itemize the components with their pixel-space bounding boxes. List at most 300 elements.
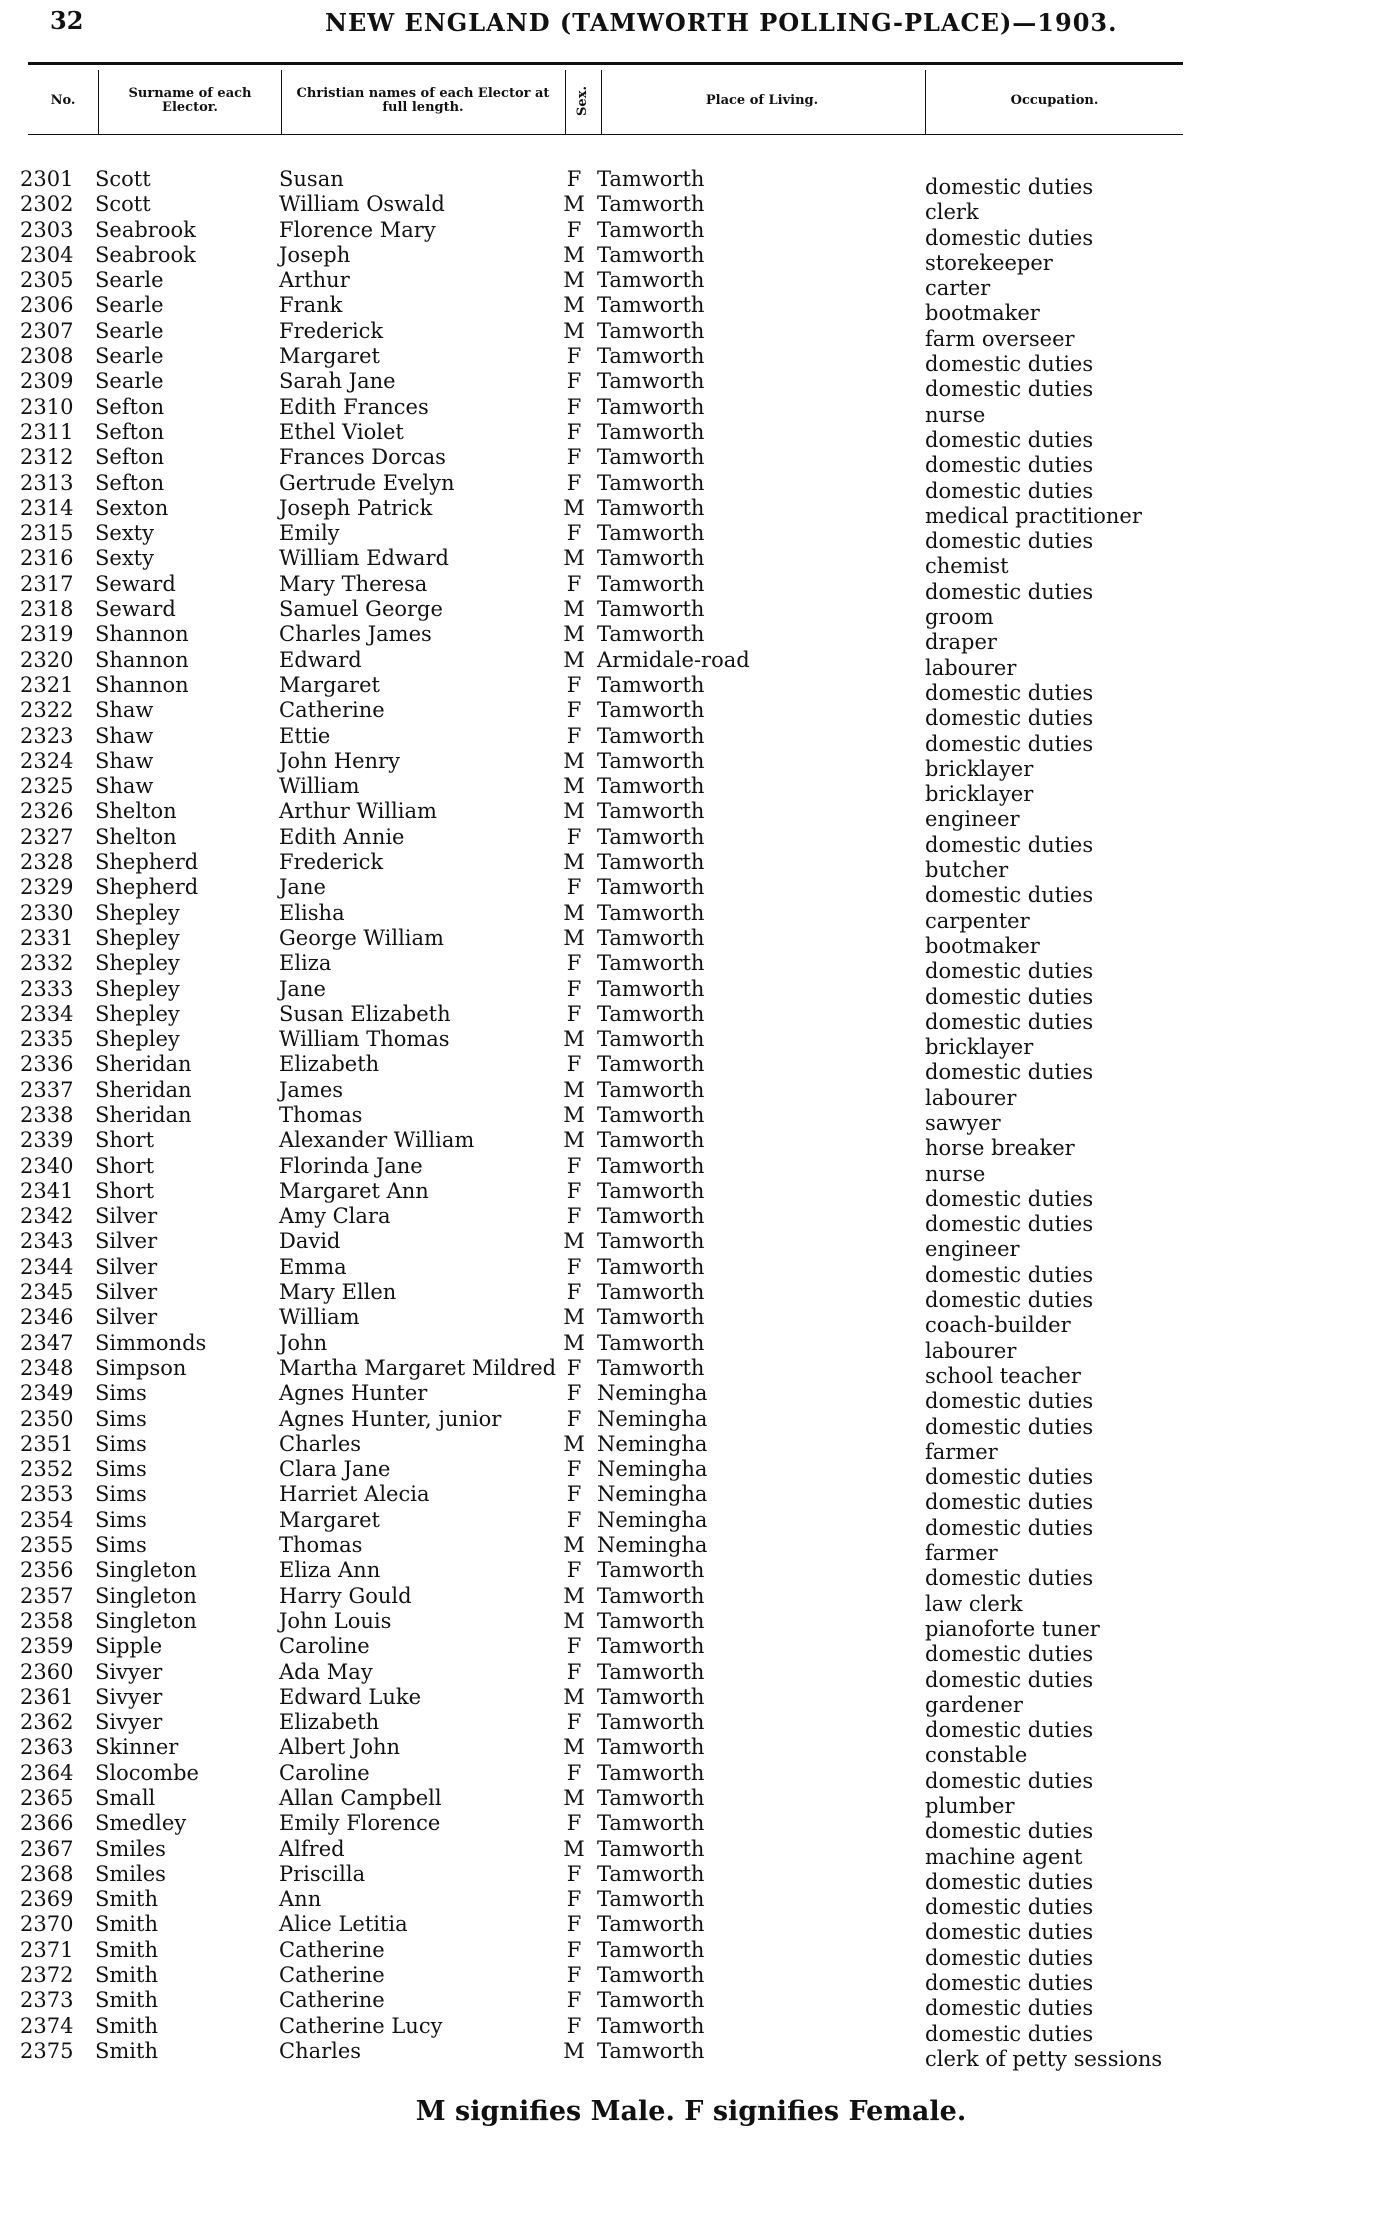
elector-number: 2302 <box>20 192 74 217</box>
elector-occupation: domestic duties <box>925 680 1094 705</box>
elector-occupation: domestic duties <box>925 352 1094 377</box>
elector-number: 2352 <box>20 1457 74 1482</box>
elector-number: 2331 <box>20 925 74 950</box>
elector-surname: Shelton <box>95 824 177 849</box>
elector-christian-names: Edith Annie <box>279 824 405 849</box>
elector-number: 2309 <box>20 369 74 394</box>
elector-sex: F <box>566 1355 582 1380</box>
elector-surname: Smedley <box>95 1811 187 1836</box>
elector-number: 2303 <box>20 217 74 242</box>
elector-sex: F <box>566 1178 582 1203</box>
elector-surname: Smiles <box>95 1861 166 1886</box>
elector-surname: Smiles <box>95 1836 166 1861</box>
elector-sex: M <box>563 2038 585 2063</box>
elector-number: 2361 <box>20 1684 74 1709</box>
elector-place: Tamworth <box>597 1735 705 1760</box>
elector-christian-names: Charles <box>279 1431 362 1456</box>
table-row <box>0 1381 1382 1414</box>
elector-christian-names: Edith Frances <box>279 394 429 419</box>
elector-surname: Sims <box>95 1406 147 1431</box>
column-header-christian: Christian names of each Elector at full length. <box>296 86 550 115</box>
elector-surname: Sefton <box>95 470 165 495</box>
elector-christian-names: Emily <box>279 521 340 546</box>
elector-sex: F <box>566 217 582 242</box>
elector-surname: Short <box>95 1128 155 1153</box>
elector-occupation: bricklayer <box>925 782 1034 807</box>
table-row <box>0 1533 1382 1566</box>
table-row <box>0 167 1382 199</box>
elector-christian-names: Charles James <box>279 622 432 647</box>
elector-sex: F <box>566 1482 582 1507</box>
elector-christian-names: Margaret Ann <box>279 1178 429 1203</box>
elector-number: 2368 <box>20 1861 74 1886</box>
elector-surname: Seabrook <box>95 242 196 267</box>
elector-place: Tamworth <box>597 1684 705 1709</box>
elector-christian-names: Albert John <box>279 1735 401 1760</box>
elector-number: 2371 <box>20 1937 74 1962</box>
elector-occupation: domestic duties <box>925 1212 1094 1237</box>
elector-sex: F <box>566 1204 582 1229</box>
elector-surname: Shepley <box>95 1027 180 1052</box>
elector-place: Tamworth <box>597 1153 705 1178</box>
elector-place: Tamworth <box>597 419 705 444</box>
elector-occupation: domestic duties <box>925 1996 1094 2021</box>
elector-occupation: domestic duties <box>925 478 1094 503</box>
table-row <box>0 1735 1382 1768</box>
elector-christian-names: Susan <box>279 167 344 191</box>
table-row <box>0 1937 1382 1970</box>
elector-sex: M <box>563 1330 585 1355</box>
elector-number: 2337 <box>20 1077 74 1102</box>
elector-surname: Sefton <box>95 394 165 419</box>
elector-place: Tamworth <box>597 571 705 596</box>
elector-sex: F <box>566 1153 582 1178</box>
table-row <box>0 1659 1382 1692</box>
table-row <box>0 672 1382 705</box>
elector-occupation: bricklayer <box>925 1035 1034 1060</box>
table-row <box>0 875 1382 908</box>
table-row <box>0 293 1382 326</box>
elector-place: Tamworth <box>597 1937 705 1962</box>
column-header-surname: Surname of each Elector. <box>128 86 252 115</box>
elector-christian-names: Samuel George <box>279 597 443 622</box>
elector-place: Tamworth <box>597 1786 705 1810</box>
elector-number: 2340 <box>20 1153 74 1178</box>
elector-sex: M <box>563 597 585 622</box>
elector-occupation: domestic duties <box>925 175 1094 199</box>
elector-place: Tamworth <box>597 1836 705 1861</box>
elector-place: Tamworth <box>597 748 705 773</box>
table-row <box>0 1204 1382 1237</box>
elector-christian-names: William <box>279 1305 360 1330</box>
elector-sex: F <box>566 976 582 1001</box>
elector-surname: Sefton <box>95 445 165 470</box>
elector-christian-names: Gertrude Evelyn <box>279 470 455 495</box>
elector-sex: F <box>566 1811 582 1836</box>
elector-sex: M <box>563 192 585 217</box>
elector-sex: F <box>566 698 582 723</box>
elector-number: 2366 <box>20 1811 74 1836</box>
elector-occupation: domestic duties <box>925 883 1094 908</box>
table-row <box>0 1457 1382 1490</box>
elector-place: Tamworth <box>597 2038 705 2063</box>
elector-place: Tamworth <box>597 597 705 622</box>
elector-surname: Shepley <box>95 925 180 950</box>
elector-sex: M <box>563 1431 585 1456</box>
table-row <box>0 1330 1382 1363</box>
elector-christian-names: William Oswald <box>279 192 445 217</box>
elector-surname: Shaw <box>95 774 154 799</box>
elector-christian-names: George William <box>279 925 444 950</box>
column-header-sex <box>566 70 600 132</box>
elector-surname: Shannon <box>95 622 189 647</box>
elector-number: 2311 <box>20 419 74 444</box>
sex-header-label: Sex. <box>575 86 590 116</box>
elector-christian-names: Thomas <box>279 1533 363 1558</box>
elector-christian-names: Eliza Ann <box>279 1558 381 1583</box>
elector-surname: Sivyer <box>95 1684 163 1709</box>
elector-surname: Sheridan <box>95 1102 192 1127</box>
elector-sex: M <box>563 900 585 925</box>
elector-place: Tamworth <box>597 1760 705 1785</box>
elector-occupation: domestic duties <box>925 1262 1094 1287</box>
elector-place: Tamworth <box>597 1330 705 1355</box>
elector-place: Tamworth <box>597 1355 705 1380</box>
table-row <box>0 1431 1382 1464</box>
elector-christian-names: Catherine Lucy <box>279 2013 443 2038</box>
elector-sex: F <box>566 394 582 419</box>
elector-occupation: groom <box>925 605 994 630</box>
elector-occupation: carter <box>925 276 991 301</box>
table-row <box>0 1760 1382 1793</box>
elector-place: Tamworth <box>597 1128 705 1153</box>
table-row <box>0 850 1382 883</box>
elector-surname: Silver <box>95 1305 158 1330</box>
elector-number: 2324 <box>20 748 74 773</box>
table-row <box>0 1963 1382 1996</box>
elector-occupation: domestic duties <box>925 706 1094 731</box>
table-row <box>0 1254 1382 1287</box>
elector-number: 2350 <box>20 1406 74 1431</box>
elector-occupation: domestic duties <box>925 1971 1094 1996</box>
elector-place: Tamworth <box>597 951 705 976</box>
elector-sex: M <box>563 1229 585 1254</box>
elector-sex: F <box>566 419 582 444</box>
elector-sex: F <box>566 167 582 191</box>
elector-occupation: domestic duties <box>925 453 1094 478</box>
elector-number: 2370 <box>20 1912 74 1937</box>
elector-christian-names: Emma <box>279 1254 347 1279</box>
table-row <box>0 217 1382 250</box>
elector-number: 2342 <box>20 1204 74 1229</box>
table-row <box>0 1710 1382 1743</box>
table-row <box>0 1887 1382 1920</box>
elector-christian-names: Alfred <box>279 1836 345 1861</box>
elector-occupation: school teacher <box>925 1363 1081 1388</box>
elector-surname: Searle <box>95 344 164 369</box>
table-row <box>0 445 1382 478</box>
elector-place: Tamworth <box>597 495 705 520</box>
elector-number: 2356 <box>20 1558 74 1583</box>
elector-place: Tamworth <box>597 1887 705 1912</box>
table-row <box>0 394 1382 427</box>
table-row <box>0 1406 1382 1439</box>
elector-place: Nemingha <box>597 1457 708 1482</box>
elector-surname: Silver <box>95 1254 158 1279</box>
elector-sex: M <box>563 318 585 343</box>
elector-place: Tamworth <box>597 167 705 191</box>
elector-christian-names: Allan Campbell <box>279 1786 442 1810</box>
elector-number: 2329 <box>20 875 74 900</box>
elector-occupation: medical practitioner <box>925 503 1142 528</box>
elector-number: 2318 <box>20 597 74 622</box>
elector-christian-names: Amy Clara <box>279 1204 391 1229</box>
elector-number: 2306 <box>20 293 74 318</box>
elector-number: 2363 <box>20 1735 74 1760</box>
elector-christian-names: Catherine <box>279 1988 385 2013</box>
elector-place: Tamworth <box>597 698 705 723</box>
elector-surname: Shaw <box>95 698 154 723</box>
elector-christian-names: Margaret <box>279 1507 380 1532</box>
elector-number: 2304 <box>20 242 74 267</box>
elector-place: Tamworth <box>597 1052 705 1077</box>
elector-surname: Slocombe <box>95 1760 199 1785</box>
elector-surname: Shannon <box>95 647 189 672</box>
elector-place: Tamworth <box>597 1178 705 1203</box>
elector-place: Tamworth <box>597 445 705 470</box>
elector-sex: M <box>563 1684 585 1709</box>
elector-occupation: carpenter <box>925 908 1030 933</box>
elector-sex: F <box>566 1887 582 1912</box>
elector-christian-names: Frederick <box>279 850 384 875</box>
elector-surname: Sivyer <box>95 1710 163 1735</box>
elector-occupation: nurse <box>925 402 986 427</box>
elector-christian-names: Agnes Hunter, junior <box>279 1406 502 1431</box>
elector-surname: Seward <box>95 597 176 622</box>
elector-number: 2301 <box>20 167 74 191</box>
elector-sex: M <box>563 495 585 520</box>
elector-occupation: bootmaker <box>925 933 1040 958</box>
elector-christian-names: Caroline <box>279 1760 370 1785</box>
elector-place: Tamworth <box>597 293 705 318</box>
elector-place: Tamworth <box>597 875 705 900</box>
elector-christian-names: Elizabeth <box>279 1710 380 1735</box>
elector-surname: Shepherd <box>95 850 199 875</box>
elector-place: Tamworth <box>597 1710 705 1735</box>
elector-occupation: domestic duties <box>925 427 1094 452</box>
elector-sex: M <box>563 1836 585 1861</box>
elector-sex: F <box>566 1558 582 1583</box>
elector-number: 2347 <box>20 1330 74 1355</box>
table-row <box>0 1684 1382 1717</box>
header-rule <box>28 62 1183 65</box>
elector-number: 2358 <box>20 1608 74 1633</box>
elector-occupation: domestic duties <box>925 731 1094 756</box>
elector-christian-names: Margaret <box>279 344 380 369</box>
elector-surname: Searle <box>95 318 164 343</box>
elector-surname: Sivyer <box>95 1659 163 1684</box>
elector-occupation: domestic duties <box>925 1768 1094 1793</box>
elector-occupation: domestic duties <box>925 1060 1094 1085</box>
table-row <box>0 1912 1382 1945</box>
elector-christian-names: Priscilla <box>279 1861 366 1886</box>
elector-christian-names: Alexander William <box>279 1128 475 1153</box>
elector-christian-names: Elizabeth <box>279 1052 380 1077</box>
elector-place: Tamworth <box>597 1204 705 1229</box>
elector-surname: Silver <box>95 1280 158 1305</box>
elector-place: Tamworth <box>597 1254 705 1279</box>
elector-surname: Small <box>95 1786 156 1810</box>
elector-place: Tamworth <box>597 850 705 875</box>
elector-number: 2320 <box>20 647 74 672</box>
elector-number: 2364 <box>20 1760 74 1785</box>
elector-sex: F <box>566 1381 582 1406</box>
elector-number: 2326 <box>20 799 74 824</box>
elector-christian-names: Catherine <box>279 1963 385 1988</box>
elector-number: 2374 <box>20 2013 74 2038</box>
elector-sex: M <box>563 546 585 571</box>
elector-occupation: domestic duties <box>925 2021 1094 2046</box>
table-row <box>0 2038 1382 2071</box>
column-divider <box>98 70 99 134</box>
elector-place: Tamworth <box>597 1963 705 1988</box>
table-row <box>0 1027 1382 1060</box>
elector-sex: F <box>566 1988 582 2013</box>
elector-place: Tamworth <box>597 268 705 293</box>
elector-christian-names: Thomas <box>279 1102 363 1127</box>
table-row <box>0 1482 1382 1515</box>
elector-place: Tamworth <box>597 470 705 495</box>
elector-christian-names: Ethel Violet <box>279 419 404 444</box>
elector-christian-names: Emily Florence <box>279 1811 441 1836</box>
header-bottom-rule <box>28 134 1183 135</box>
elector-place: Tamworth <box>597 799 705 824</box>
elector-occupation: domestic duties <box>925 1009 1094 1034</box>
elector-occupation: domestic duties <box>925 1566 1094 1591</box>
elector-christian-names: Catherine <box>279 698 385 723</box>
table-row <box>0 571 1382 604</box>
elector-occupation: engineer <box>925 807 1020 832</box>
table-row <box>0 344 1382 377</box>
elector-surname: Shaw <box>95 723 154 748</box>
elector-christian-names: Frederick <box>279 318 384 343</box>
elector-sex: F <box>566 1861 582 1886</box>
table-row <box>0 1608 1382 1641</box>
elector-surname: Short <box>95 1178 155 1203</box>
elector-occupation: plumber <box>925 1794 1015 1818</box>
elector-sex: M <box>563 1735 585 1760</box>
elector-occupation: domestic duties <box>925 529 1094 554</box>
elector-christian-names: Arthur <box>279 268 350 293</box>
elector-surname: Sims <box>95 1482 147 1507</box>
elector-place: Tamworth <box>597 1027 705 1052</box>
elector-occupation: horse breaker <box>925 1136 1075 1161</box>
elector-christian-names: William Thomas <box>279 1027 450 1052</box>
elector-sex: M <box>563 850 585 875</box>
elector-place: Tamworth <box>597 1583 705 1608</box>
elector-surname: Simpson <box>95 1355 187 1380</box>
elector-sex: M <box>563 799 585 824</box>
column-header-place: Place of Living. <box>705 93 819 108</box>
elector-number: 2354 <box>20 1507 74 1532</box>
table-row <box>0 951 1382 984</box>
table-row <box>0 1355 1382 1388</box>
elector-sex: M <box>563 293 585 318</box>
elector-number: 2359 <box>20 1634 74 1659</box>
elector-sex: M <box>563 1128 585 1153</box>
table-row <box>0 723 1382 756</box>
elector-occupation: farm overseer <box>925 326 1075 351</box>
elector-sex: F <box>566 1912 582 1937</box>
elector-christian-names: Ada May <box>279 1659 373 1684</box>
elector-occupation: domestic duties <box>925 1515 1094 1540</box>
elector-occupation: labourer <box>925 1338 1017 1363</box>
elector-number: 2344 <box>20 1254 74 1279</box>
elector-occupation: domestic duties <box>925 1718 1094 1743</box>
elector-sex: M <box>563 1583 585 1608</box>
table-row <box>0 192 1382 225</box>
table-row <box>0 900 1382 933</box>
elector-number: 2341 <box>20 1178 74 1203</box>
elector-occupation: domestic duties <box>925 1465 1094 1490</box>
table-row <box>0 521 1382 554</box>
table-row <box>0 242 1382 275</box>
elector-surname: Sipple <box>95 1634 163 1659</box>
elector-sex: F <box>566 1634 582 1659</box>
table-row <box>0 546 1382 579</box>
elector-number: 2335 <box>20 1027 74 1052</box>
elector-number: 2327 <box>20 824 74 849</box>
elector-christian-names: James <box>279 1077 344 1102</box>
elector-number: 2312 <box>20 445 74 470</box>
table-row <box>0 495 1382 528</box>
elector-occupation: law clerk <box>925 1591 1023 1616</box>
elector-sex: F <box>566 1507 582 1532</box>
table-row <box>0 1153 1382 1186</box>
elector-number: 2369 <box>20 1887 74 1912</box>
elector-place: Nemingha <box>597 1482 708 1507</box>
elector-occupation: sawyer <box>925 1110 1001 1135</box>
table-row <box>0 2013 1382 2046</box>
elector-surname: Smith <box>95 1988 158 2013</box>
elector-christian-names: Frank <box>279 293 343 318</box>
elector-surname: Smith <box>95 1887 158 1912</box>
elector-christian-names: Florence Mary <box>279 217 436 242</box>
page-title: NEW ENGLAND (TAMWORTH POLLING-PLACE)—1903. <box>325 8 1118 37</box>
elector-sex: M <box>563 1102 585 1127</box>
elector-surname: Sheridan <box>95 1077 192 1102</box>
elector-number: 2353 <box>20 1482 74 1507</box>
elector-place: Tamworth <box>597 672 705 697</box>
elector-surname: Shelton <box>95 799 177 824</box>
elector-christian-names: David <box>279 1229 341 1254</box>
elector-sex: F <box>566 445 582 470</box>
elector-surname: Seward <box>95 571 176 596</box>
elector-sex: F <box>566 521 582 546</box>
table-row <box>0 1052 1382 1085</box>
elector-place: Nemingha <box>597 1507 708 1532</box>
elector-number: 2372 <box>20 1963 74 1988</box>
table-row <box>0 1128 1382 1161</box>
elector-christian-names: Mary Ellen <box>279 1280 397 1305</box>
elector-sex: F <box>566 1659 582 1684</box>
elector-number: 2357 <box>20 1583 74 1608</box>
elector-place: Tamworth <box>597 1077 705 1102</box>
elector-place: Tamworth <box>597 824 705 849</box>
elector-sex: M <box>563 1305 585 1330</box>
elector-christian-names: Charles <box>279 2038 362 2063</box>
elector-place: Tamworth <box>597 1102 705 1127</box>
